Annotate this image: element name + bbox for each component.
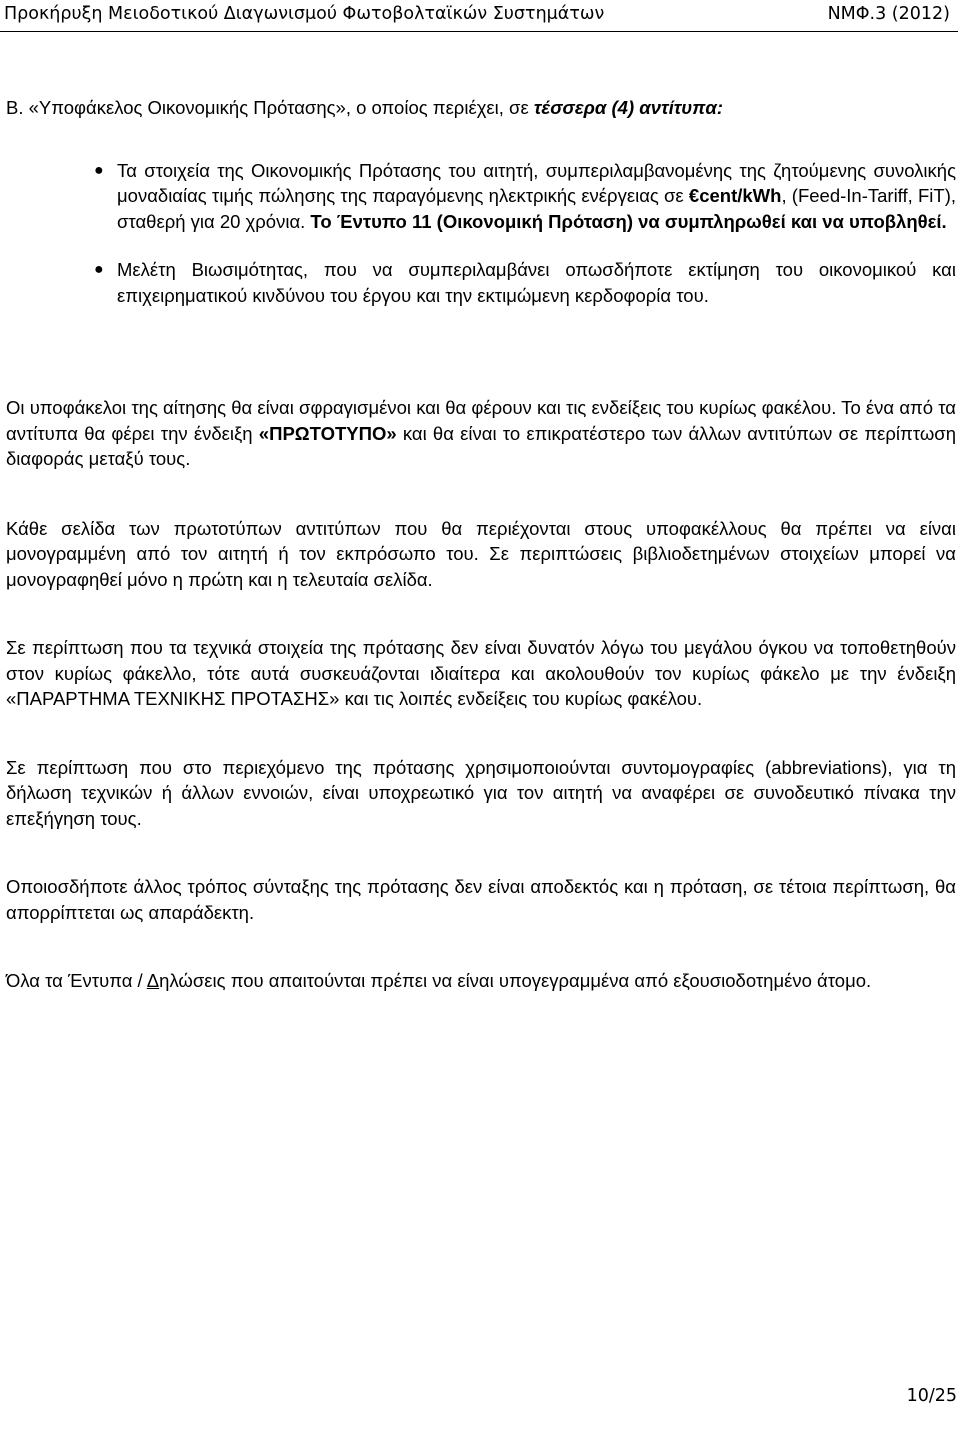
paragraph-technical-annex: Σε περίπτωση που τα τεχνικά στοιχεία της πρότασης δεν είναι δυνατόν λόγω του μεγάλου όγκου να τοποθετηθούν στον κυρίως φάκελλο, τότε αυτά συσκευάζονται ιδιαίτερα και ακολουθούν τον κυρίως φάκελο με την ένδειξη «ΠΑΡΑΡΤΗΜΑ ΤΕΧΝΙΚΗΣ ΠΡΟΤΑΣΗΣ» και τις λοιπές ενδείξεις του κυρίως φακέλου. [6,637,956,709]
paragraph-signatures: Όλα τα Έντυπα / Δηλώσεις που απαιτούνται πρέπει να είναι υπογεγραμμένα από εξουσιοδοτημένο άτομο. [6,970,872,991]
header-title: Προκήρυξη Μειοδοτικού Διαγωνισμού Φωτοβολταϊκών Συστημάτων [4,4,605,24]
requirements-list [6,158,956,309]
page-number: 10/25 [906,1386,957,1406]
section-title-emphasis: τέσσερα (4) αντίτυπα: [533,97,724,118]
paragraph-abbreviations: Σε περίπτωση που στο περιεχόμενο της πρότασης χρησιμοποιούνται συντομογραφίες (abbreviations), για τη δήλωση τεχνικών ή άλλων εννοιών, είναι υποχρεωτικό για τον αιτητή να αναφέρει σε συνοδευτικό πίνακα την επεξήγηση τους. [6,756,956,829]
page-header [0,0,960,28]
document-body [6,95,956,994]
section-title [6,95,956,121]
paragraph-initials: Κάθε σελίδα των πρωτοτύπων αντιτύπων που θα περιέχονται στους υποφακέλλους θα πρέπει να είναι μονογραμμένη από τον αιτητή ή τον εκπρόσωπο του. Σε περιπτώσεις βιβλιοδετημένων στοιχείων μπορεί να μονογραφηθεί μόνο η πρώτη και η τελευταία σελίδα. [6,517,956,590]
list-item-text: Τα στοιχεία της Οικονομικής Πρότασης του αιτητή, συμπεριλαμβανομένης της ζητούμενης συνολικής μοναδιαίας τιμής πώλησης της παραγόμενης ηλεκτρικής ενέργειας σε [117,159,956,206]
section-title-text: Β. «Υποφάκελος Οικονομικής Πρότασης», ο οποίος περιέχει, σε [6,97,534,118]
form-instruction: Το Έντυπο 11 (Οικονομική Πρόταση) να συμπληρωθεί και να υποβληθεί. [310,210,947,232]
list-item-text: , (Feed-In-Tariff, FiT), σταθερή για 20 χρόνια. [117,185,956,232]
header-document-code: ΝΜΦ.3 (2012) [827,4,950,24]
bullet-icon: ● [94,261,104,278]
paragraph-rejection: Οποιοσδήποτε άλλος τρόπος σύνταξης της πρότασης δεν είναι αποδεκτός και η πρόταση, σε τέτοια περίπτωση, θα απορρίπτεται ως απαράδεκτη. [6,876,956,923]
original-marking: «ΠΡΩΤΟΤΥΠΟ» [258,422,397,444]
paragraph-sealing: Οι υποφάκελοι της αίτησης θα είναι σφραγισμένοι και θα φέρουν και τις ενδείξεις του κυρίως φακέλου. Το ένα από τα αντίτυπα θα φέρει την ένδειξη «ΠΡΩΤΟΤΥΠΟ» και θα είναι το επικρατέστερο των άλλων αντιτύπων σε περίπτωση διαφοράς μεταξύ τους. [6,397,956,469]
list-item [6,158,956,235]
header-rule [0,31,958,32]
list-item [6,257,956,308]
bullet-icon: ● [94,161,104,179]
unit-bold: €cent/kWh [688,185,782,206]
list-item-text: Μελέτη Βιωσιμότητας, που να συμπεριλαμβάνει οπωσδήποτε εκτίμηση του οικονομικού και επιχειρηματικού κινδύνου του έργου και την εκτιμώμενη κερδοφορία του. [117,259,956,306]
